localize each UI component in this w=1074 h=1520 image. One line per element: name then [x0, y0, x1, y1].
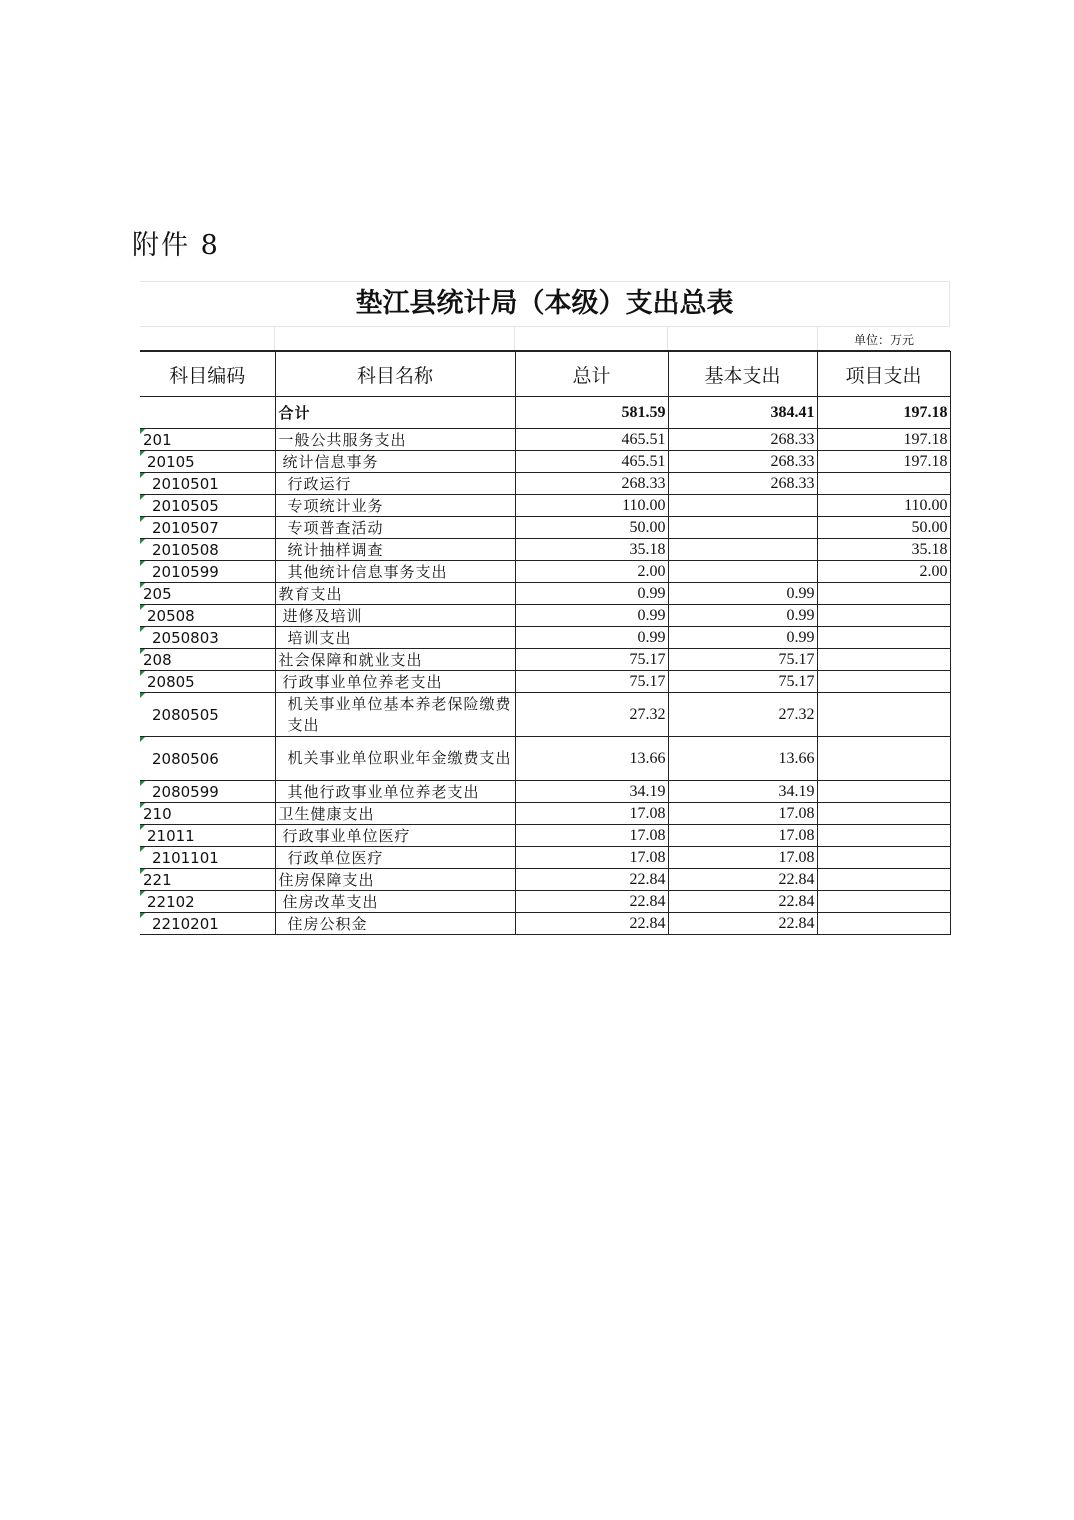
basic-cell: 0.99: [668, 583, 817, 605]
header-project: 项目支出: [817, 352, 950, 397]
project-cell: [817, 737, 950, 781]
table-row: [140, 803, 950, 825]
basic-cell: 268.33: [668, 473, 817, 495]
table-row: [140, 891, 950, 913]
basic-cell: 34.19: [668, 781, 817, 803]
code-cell: 2010501: [140, 473, 275, 495]
name-cell: 住房保障支出: [275, 869, 515, 891]
code-cell: 2050803: [140, 627, 275, 649]
project-cell: [817, 913, 950, 935]
code-cell: 20508: [140, 605, 275, 627]
code-cell: 210: [140, 803, 275, 825]
project-cell: [817, 803, 950, 825]
total-name-cell: 合计: [275, 397, 515, 429]
basic-cell: [668, 495, 817, 517]
project-cell: 50.00: [817, 517, 950, 539]
basic-cell: 268.33: [668, 451, 817, 473]
total-cell: 268.33: [515, 473, 668, 495]
basic-cell: 22.84: [668, 913, 817, 935]
header-code: 科目编码: [140, 352, 275, 397]
project-cell: [817, 649, 950, 671]
basic-cell: 75.17: [668, 649, 817, 671]
name-cell: 住房改革支出: [275, 891, 515, 913]
project-cell: [817, 693, 950, 737]
project-cell: 110.00: [817, 495, 950, 517]
basic-cell: 17.08: [668, 847, 817, 869]
name-cell: 其他统计信息事务支出: [275, 561, 515, 583]
table-row: [140, 847, 950, 869]
name-cell: 其他行政事业单位养老支出: [275, 781, 515, 803]
code-cell: 2010599: [140, 561, 275, 583]
table-row: [140, 561, 950, 583]
basic-cell: 22.84: [668, 869, 817, 891]
total-code-cell: [140, 397, 275, 429]
code-cell: 2080599: [140, 781, 275, 803]
table-row: [140, 671, 950, 693]
table-row: [140, 627, 950, 649]
total-cell: 465.51: [515, 429, 668, 451]
project-cell: [817, 847, 950, 869]
total-cell: 75.17: [515, 671, 668, 693]
code-cell: 20105: [140, 451, 275, 473]
table-row: [140, 649, 950, 671]
code-cell: 221: [140, 869, 275, 891]
basic-cell: 0.99: [668, 605, 817, 627]
total-row: [140, 397, 950, 429]
code-cell: 2080505: [140, 693, 275, 737]
project-cell: [817, 869, 950, 891]
expenditure-table: [140, 351, 951, 935]
code-cell: 2210201: [140, 913, 275, 935]
table-row: [140, 495, 950, 517]
basic-cell: [668, 517, 817, 539]
total-cell: 35.18: [515, 539, 668, 561]
total-cell: 17.08: [515, 825, 668, 847]
name-cell: 行政事业单位医疗: [275, 825, 515, 847]
total-cell: 2.00: [515, 561, 668, 583]
total-cell: 0.99: [515, 627, 668, 649]
project-cell: [817, 891, 950, 913]
table-row: [140, 583, 950, 605]
project-cell: 197.18: [817, 429, 950, 451]
table-row: [140, 429, 950, 451]
total-cell: 22.84: [515, 913, 668, 935]
name-cell: 专项普查活动: [275, 517, 515, 539]
table-row: [140, 693, 950, 737]
total-cell: 13.66: [515, 737, 668, 781]
total-total-cell: 581.59: [515, 397, 668, 429]
code-cell: 2010505: [140, 495, 275, 517]
total-cell: 0.99: [515, 605, 668, 627]
unit-label: 单位：万元: [853, 333, 914, 347]
basic-cell: [668, 539, 817, 561]
name-cell: 一般公共服务支出: [275, 429, 515, 451]
total-project-cell: 197.18: [817, 397, 950, 429]
name-cell: 行政事业单位养老支出: [275, 671, 515, 693]
code-cell: 205: [140, 583, 275, 605]
name-cell: 行政运行: [275, 473, 515, 495]
project-cell: 35.18: [817, 539, 950, 561]
basic-cell: 13.66: [668, 737, 817, 781]
code-cell: 2101101: [140, 847, 275, 869]
project-cell: 2.00: [817, 561, 950, 583]
table-row: [140, 737, 950, 781]
code-cell: 21011: [140, 825, 275, 847]
table-row: [140, 539, 950, 561]
total-cell: 17.08: [515, 803, 668, 825]
expenditure-sheet: [140, 281, 950, 935]
project-cell: [817, 605, 950, 627]
name-cell: 培训支出: [275, 627, 515, 649]
project-cell: [817, 627, 950, 649]
project-cell: [817, 825, 950, 847]
basic-cell: 75.17: [668, 671, 817, 693]
table-row: [140, 451, 950, 473]
name-cell: 行政单位医疗: [275, 847, 515, 869]
name-cell: 住房公积金: [275, 913, 515, 935]
header-row: [140, 352, 950, 397]
table-row: [140, 781, 950, 803]
table-row: [140, 913, 950, 935]
total-cell: 110.00: [515, 495, 668, 517]
basic-cell: 17.08: [668, 825, 817, 847]
code-cell: 20805: [140, 671, 275, 693]
name-cell: 专项统计业务: [275, 495, 515, 517]
code-cell: 2010507: [140, 517, 275, 539]
attachment-label: 附件 8: [132, 230, 220, 261]
table-row: [140, 605, 950, 627]
table-row: [140, 517, 950, 539]
name-cell: 统计抽样调查: [275, 539, 515, 561]
total-cell: 34.19: [515, 781, 668, 803]
project-cell: [817, 671, 950, 693]
total-cell: 50.00: [515, 517, 668, 539]
total-cell: 22.84: [515, 891, 668, 913]
basic-cell: [668, 561, 817, 583]
total-cell: 0.99: [515, 583, 668, 605]
name-cell: 机关事业单位基本养老保险缴费支出: [275, 693, 515, 737]
header-total: 总计: [515, 352, 668, 397]
total-cell: 75.17: [515, 649, 668, 671]
name-cell: 卫生健康支出: [275, 803, 515, 825]
code-cell: 2080506: [140, 737, 275, 781]
basic-cell: 0.99: [668, 627, 817, 649]
project-cell: [817, 473, 950, 495]
name-cell: 机关事业单位职业年金缴费支出: [275, 737, 515, 781]
table-row: [140, 869, 950, 891]
code-cell: 201: [140, 429, 275, 451]
name-cell: 教育支出: [275, 583, 515, 605]
unit-row: [140, 327, 950, 351]
total-cell: 27.32: [515, 693, 668, 737]
code-cell: 2010508: [140, 539, 275, 561]
header-name: 科目名称: [275, 352, 515, 397]
total-basic-cell: 384.41: [668, 397, 817, 429]
basic-cell: 27.32: [668, 693, 817, 737]
name-cell: 进修及培训: [275, 605, 515, 627]
total-cell: 22.84: [515, 869, 668, 891]
table-row: [140, 825, 950, 847]
project-cell: [817, 781, 950, 803]
table-title: 垫江县统计局（本级）支出总表: [140, 281, 950, 327]
project-cell: [817, 583, 950, 605]
project-cell: 197.18: [817, 451, 950, 473]
header-basic: 基本支出: [668, 352, 817, 397]
name-cell: 社会保障和就业支出: [275, 649, 515, 671]
basic-cell: 268.33: [668, 429, 817, 451]
name-cell: 统计信息事务: [275, 451, 515, 473]
total-cell: 17.08: [515, 847, 668, 869]
table-row: [140, 473, 950, 495]
basic-cell: 17.08: [668, 803, 817, 825]
code-cell: 208: [140, 649, 275, 671]
code-cell: 22102: [140, 891, 275, 913]
total-cell: 465.51: [515, 451, 668, 473]
basic-cell: 22.84: [668, 891, 817, 913]
